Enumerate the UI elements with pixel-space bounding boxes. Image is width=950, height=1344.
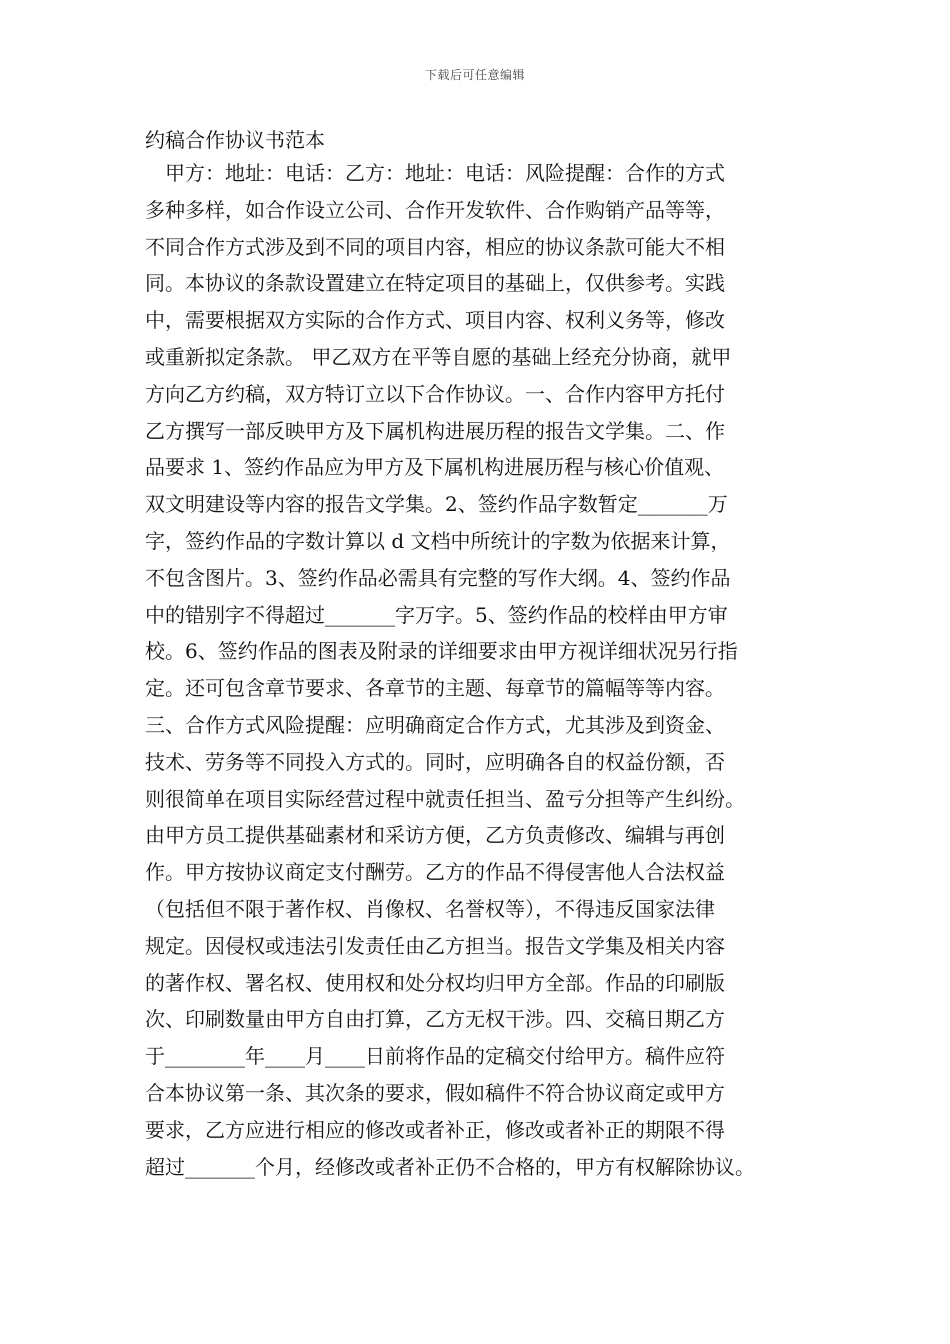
- body-line: 中，需要根据双方实际的合作方式、项目内容、权利义务等，修改: [145, 308, 725, 333]
- body-line: 要求，乙方应进行相应的修改或者补正，修改或者补正的期限不得: [145, 1117, 725, 1142]
- document-title: 约稿合作协议书范本: [145, 128, 325, 152]
- body-line: 三、合作方式风险提醒：应明确商定合作方式，尤其涉及到资金、: [145, 712, 725, 737]
- body-line: 于________年____月____日前将作品的定稿交付给甲方。稿件应符: [145, 1044, 725, 1069]
- body-line: 双文明建设等内容的报告文学集。2、签约作品字数暂定_______万: [145, 492, 728, 517]
- body-line: 技术、劳务等不同投入方式的。同时，应明确各自的权益份额，否: [145, 749, 725, 774]
- document-body: [145, 155, 825, 1185]
- body-line: 合本协议第一条、其次条的要求，假如稿件不符合协议商定或甲方: [145, 1080, 725, 1105]
- body-line: 校。6、签约作品的图表及附录的详细要求由甲方视详细状况另行指: [145, 639, 738, 664]
- body-line: 的著作权、署名权、使用权和处分权均归甲方全部。作品的印刷版: [145, 970, 725, 995]
- body-line: 字，签约作品的字数计算以 d 文档中所统计的字数为依据来计算，: [145, 528, 731, 553]
- body-line: 甲方：地址：电话：乙方：地址：电话：风险提醒：合作的方式: [145, 161, 725, 185]
- body-line: 或重新拟定条款。 甲乙双方在平等自愿的基础上经充分协商，就甲: [145, 344, 732, 369]
- body-line: 不同合作方式涉及到不同的项目内容，相应的协议条款可能大不相: [145, 234, 725, 259]
- body-line: 超过_______个月，经修改或者补正仍不合格的，甲方有权解除协议。: [145, 1154, 755, 1179]
- page-header: 下载后可任意编辑: [424, 68, 525, 82]
- body-line: 作。甲方按协议商定支付酬劳。乙方的作品不得侵害他人合法权益: [145, 860, 725, 885]
- body-line: 方向乙方约稿，双方特订立以下合作协议。一、合作内容甲方托付: [145, 381, 725, 406]
- body-line: 多种多样，如合作设立公司、合作开发软件、合作购销产品等等，: [145, 197, 725, 222]
- body-line: 规定。因侵权或违法引发责任由乙方担当。报告文学集及相关内容: [145, 933, 725, 958]
- body-line: （包括但不限于著作权、肖像权、名誉权等），不得违反国家法律: [145, 896, 715, 921]
- body-line: 中的错别字不得超过_______字万字。5、签约作品的校样由甲方审: [145, 602, 728, 627]
- body-line: 由甲方员工提供基础素材和采访方便，乙方负责修改、编辑与再创: [145, 823, 725, 848]
- body-line: 定。还可包含章节要求、各章节的主题、每章节的篇幅等等内容。: [145, 676, 725, 701]
- body-line: 不包含图片。3、签约作品必需具有完整的写作大纲。4、签约作品: [145, 565, 731, 590]
- body-line: 则很简单在项目实际经营过程中就责任担当、盈亏分担等产生纠纷。: [145, 786, 745, 811]
- body-line: 同。本协议的条款设置建立在特定项目的基础上，仅供参考。实践: [145, 271, 725, 296]
- body-line: 乙方撰写一部反映甲方及下属机构进展历程的报告文学集。二、作: [145, 418, 725, 443]
- body-line: 次、印刷数量由甲方自由打算，乙方无权干涉。四、交稿日期乙方: [145, 1007, 725, 1032]
- body-line: 品要求 1、签约作品应为甲方及下属机构进展历程与核心价值观、: [145, 455, 725, 480]
